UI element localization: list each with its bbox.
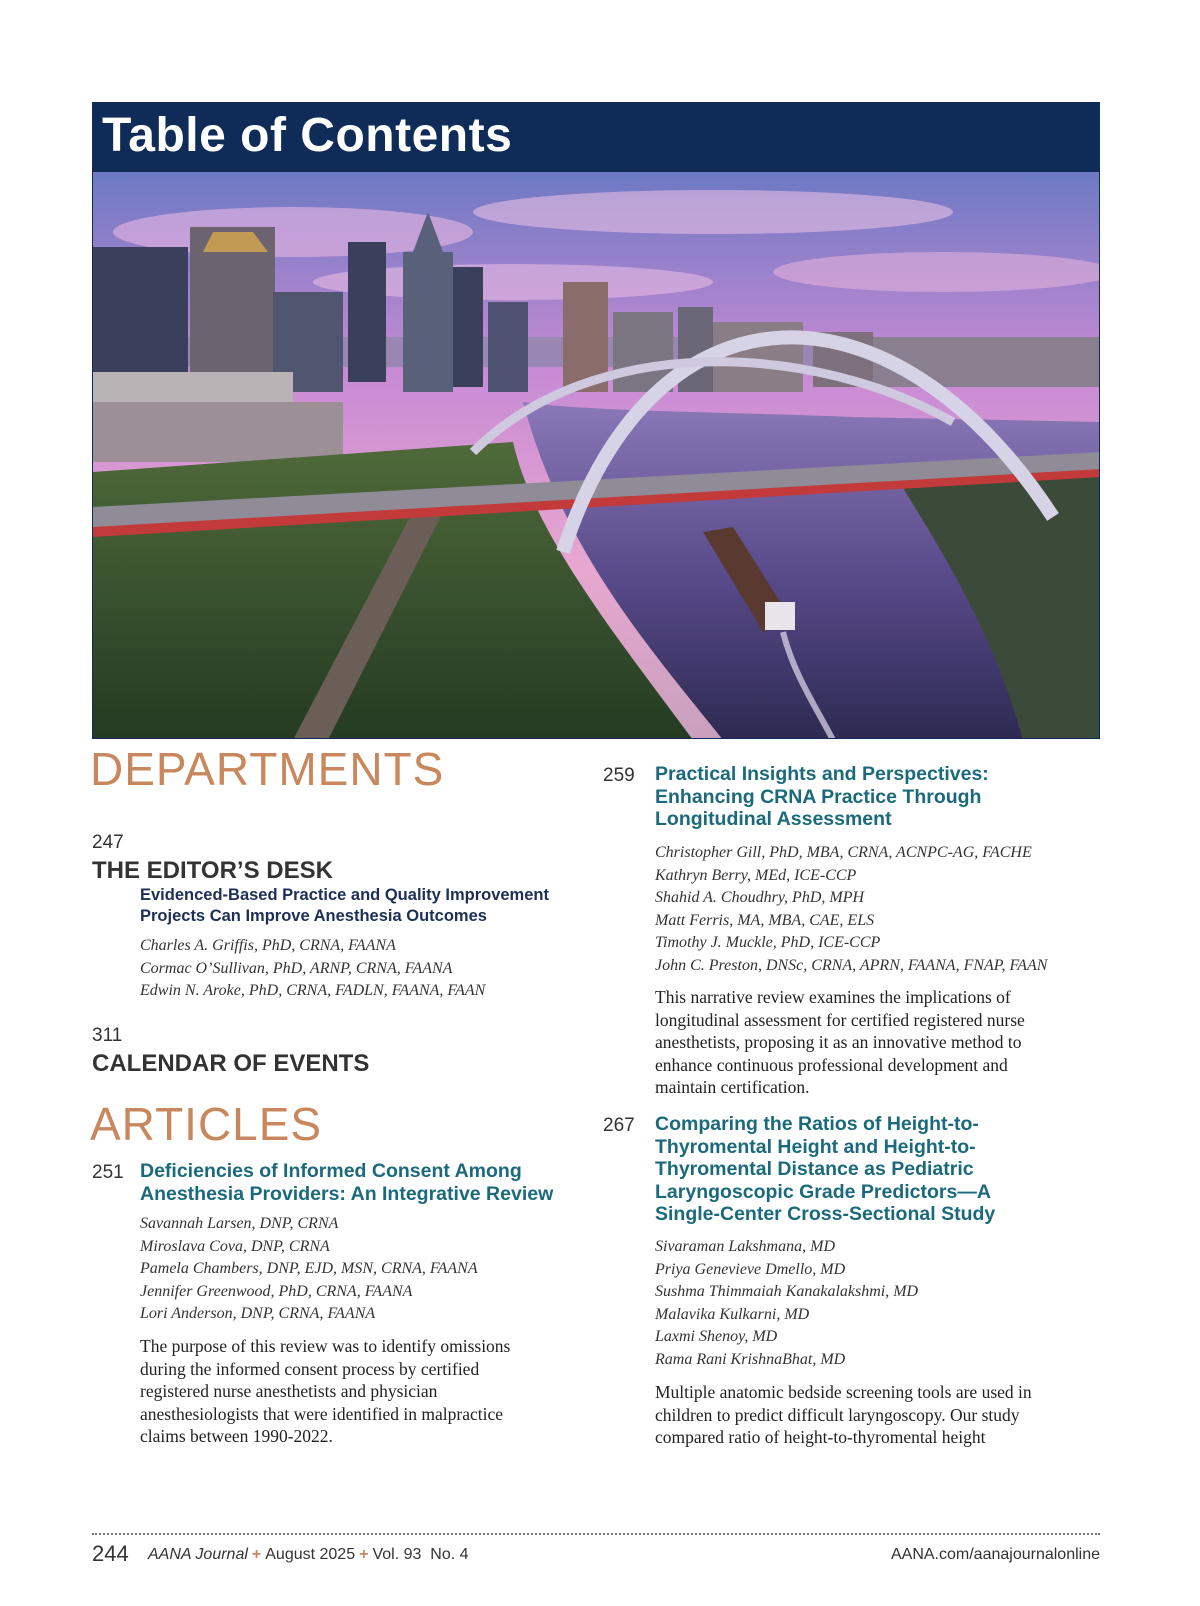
- author: Charles A. Griffis, PhD, CRNA, FAANA: [140, 937, 396, 954]
- author: Kathryn Berry, MEd, ICE-CCP: [655, 866, 857, 884]
- plus-icon: +: [359, 1546, 369, 1563]
- author-list: [655, 1236, 918, 1371]
- department-subtitle[interactable]: Evidenced-Based Practice and Quality Improvement Projects Can Improve Anesthesia Outcomes: [140, 886, 549, 925]
- cover-photo: [92, 171, 1100, 739]
- author: John C. Preston, DNSc, CRNA, APRN, FAANA, FNAP, FAAN: [655, 956, 1048, 974]
- articles-heading: ARTICLES: [90, 1098, 323, 1150]
- author-list: [655, 842, 1047, 977]
- page-number: 247: [92, 832, 124, 853]
- plus-icon: +: [251, 1546, 262, 1563]
- author: Rama Rani KrishnaBhat, MD: [655, 1350, 846, 1368]
- article-abstract: This narrative review examines the implications of longitudinal assessment for certified registered nurse anesthetists, proposing it as an innovative method to enhance continuous professional development and maintain certification.: [655, 987, 1025, 1097]
- department-title[interactable]: THE EDITOR’S DESK: [92, 857, 333, 884]
- author: Sivaraman Lakshmana, MD: [655, 1238, 835, 1255]
- article-title[interactable]: Deficiencies of Informed Consent Among Anesthesia Providers: An Integrative Review: [140, 1160, 554, 1205]
- author: Christopher Gill, PhD, MBA, CRNA, ACNPC-AG, FACHE: [655, 844, 1032, 861]
- author: Matt Ferris, MA, MBA, CAE, ELS: [655, 911, 875, 929]
- author: Cormac O’Sullivan, PhD, ARNP, CRNA, FAANA: [140, 959, 453, 977]
- author: Sushma Thimmaiah Kanakalakshmi, MD: [655, 1283, 919, 1300]
- journal-name: AANA Journal: [148, 1546, 248, 1563]
- article-title[interactable]: Practical Insights and Perspectives: Enhancing CRNA Practice Through Longitudinal Assessment: [655, 763, 989, 830]
- volume: Vol. 93: [372, 1546, 422, 1563]
- author-list: [140, 1213, 478, 1326]
- author: Laxmi Shenoy, MD: [655, 1328, 778, 1345]
- departments-heading: DEPARTMENTS: [90, 743, 445, 795]
- author: Miroslava Cova, DNP, CRNA: [140, 1237, 330, 1255]
- author: Timothy J. Muckle, PhD, ICE-CCP: [655, 934, 881, 951]
- issue-number: No. 4: [430, 1546, 469, 1563]
- author: Edwin N. Aroke, PhD, CRNA, FADLN, FAANA, FAAN: [140, 982, 486, 999]
- footer-divider: [92, 1533, 1100, 1535]
- footer-page-number: 244: [92, 1541, 129, 1566]
- page-number: 267: [603, 1115, 635, 1136]
- article-abstract: Multiple anatomic bedside screening tools are used in children to predict difficult laryngoscopy. Our study compared ratio of height-to-thyromental height: [655, 1382, 1032, 1447]
- article-abstract: The purpose of this review was to identify omissions during the informed consent process by certified registered nurse anesthetists and physician anesthesiologists that were identified in malpractice claims between 1990-2022.: [140, 1336, 511, 1446]
- author: Savannah Larsen, DNP, CRNA: [140, 1215, 339, 1232]
- author: Priya Genevieve Dmello, MD: [655, 1260, 846, 1278]
- page-number: 259: [603, 765, 635, 786]
- issue-date: August 2025: [265, 1546, 356, 1563]
- author: Lori Anderson, DNP, CRNA, FAANA: [140, 1305, 376, 1322]
- author: Malavika Kulkarni, MD: [655, 1305, 810, 1323]
- department-title[interactable]: CALENDAR OF EVENTS: [92, 1050, 370, 1077]
- toc-banner: [92, 102, 1100, 171]
- author: Jennifer Greenwood, PhD, CRNA, FAANA: [140, 1282, 413, 1300]
- journal-website-link[interactable]: AANA.com/aanajournalonline: [890, 1546, 1100, 1563]
- page-title: Table of Contents: [102, 109, 513, 162]
- skyline-bridge-image: [93, 172, 1100, 739]
- page-number: 251: [92, 1162, 124, 1183]
- author: Shahid A. Choudhry, PhD, MPH: [655, 889, 865, 906]
- author: Pamela Chambers, DNP, EJD, MSN, CRNA, FAANA: [140, 1260, 478, 1277]
- footer-journal-info: [148, 1546, 469, 1564]
- article-title[interactable]: Comparing the Ratios of Height-to- Thyromental Height and Height-to- Thyromental Distance as Pediatric Laryngoscopic Grade Predictors—A Single-Center Cross-Sectional Study: [655, 1113, 996, 1225]
- author-list: [140, 935, 485, 1003]
- page-footer: [92, 1541, 1100, 1571]
- page-number: 311: [92, 1025, 123, 1046]
